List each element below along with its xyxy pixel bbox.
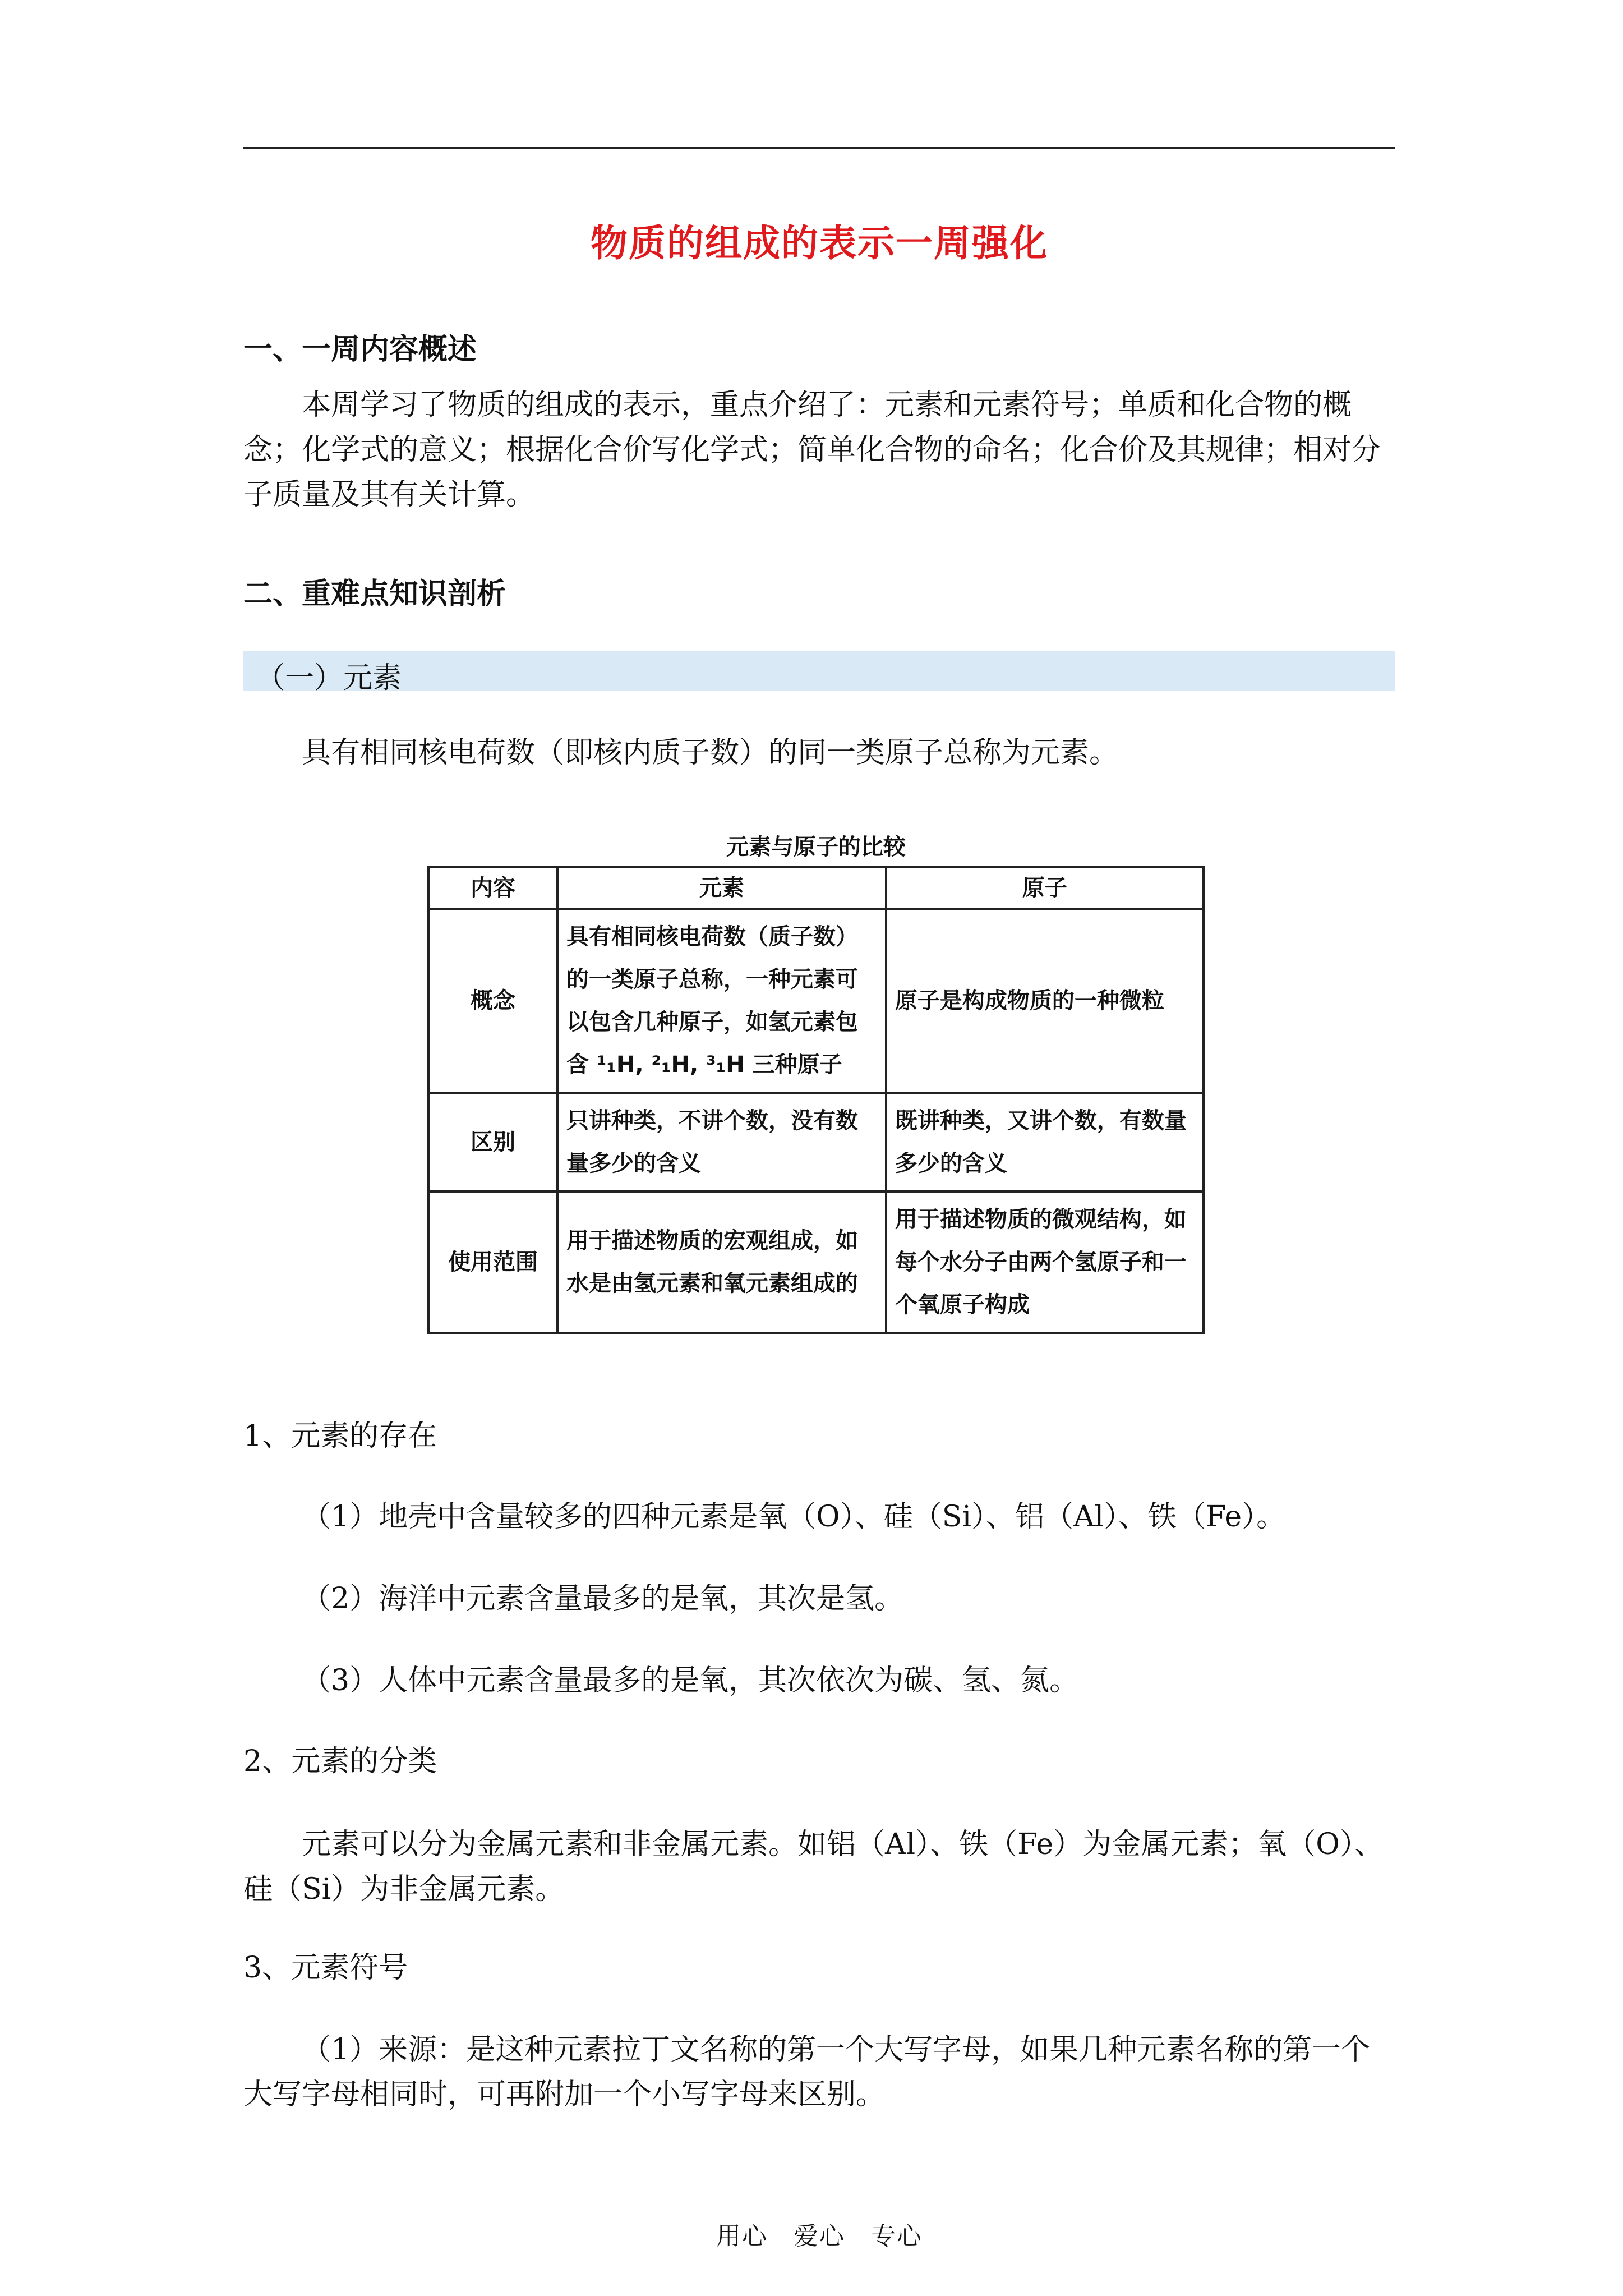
cell-atom: 原子是构成物质的一种微粒 [886, 909, 1204, 1093]
table-row [428, 909, 1204, 1093]
sub1-heading: 1、元素的存在 [243, 1419, 437, 1453]
header-cell-element: 元素 [557, 867, 886, 909]
cell-element: 用于描述物质的宏观组成，如水是由氢元素和氧元素组成的 [557, 1191, 886, 1333]
section1-body: 本周学习了物质的组成的表示，重点介绍了：元素和元素符号；单质和化合物的概念；化学式的意义；根据化合价写化学式；简单化合物的命名；化合价及其规律；相对分子质量及其有关计算。 [243, 388, 1381, 512]
row-label: 概念 [428, 909, 557, 1093]
row-label: 区别 [428, 1093, 557, 1191]
cell-element: 只讲种类，不讲个数，没有数量多少的含义 [557, 1093, 886, 1191]
sub2-body: 元素可以分为金属元素和非金属元素。如铝（Al）、铁（Fe）为金属元素；氧（O）、硅（Si）为非金属元素。 [243, 1828, 1384, 1906]
band-label: （一）元素 [256, 661, 402, 695]
subsection-band [243, 651, 1395, 695]
table-header-row [428, 867, 1204, 909]
table-caption: 元素与原子的比较 [726, 834, 906, 860]
sub1-item-3: （3）人体中元素含量最多的是氧，其次依次为碳、氢、氮。 [302, 1664, 1079, 1697]
sub3-heading: 3、元素符号 [243, 1951, 408, 1985]
section1-heading: 一、一周内容概述 [243, 332, 477, 366]
header-rule [243, 147, 1395, 149]
sub1-item-1: （1）地壳中含量较多的四种元素是氧（O）、硅（Si）、铝（Al）、铁（Fe）。 [302, 1500, 1286, 1534]
table-row [428, 1093, 1204, 1191]
header-cell-content: 内容 [428, 867, 557, 909]
sub3-item-1: （1）来源：是这种元素拉丁文名称的第一个大写字母，如果几种元素名称的第一个大写字母相同时，可再附加一个小写字母来区别。 [243, 2033, 1371, 2111]
page-footer: 用心 爱心 专心 [716, 2222, 923, 2251]
section2-heading: 二、重难点知识剖析 [243, 577, 506, 611]
table-row [428, 1191, 1204, 1333]
cell-atom: 既讲种类，又讲个数，有数量多少的含义 [886, 1093, 1204, 1191]
row-label: 使用范围 [428, 1191, 557, 1333]
cell-element: 具有相同核电荷数（质子数）的一类原子总称，一种元素可以包含几种原子，如氢元素包含 ¹₁H, ²₁H, ³₁H 三种原子 [557, 909, 886, 1093]
cell-atom: 用于描述物质的微观结构，如每个水分子由两个氢原子和一个氧原子构成 [886, 1191, 1204, 1333]
comparison-table [427, 866, 1205, 1334]
element-definition: 具有相同核电荷数（即核内质子数）的同一类原子总称为元素。 [302, 736, 1119, 770]
sub2-heading: 2、元素的分类 [243, 1745, 437, 1778]
header-cell-atom: 原子 [886, 867, 1204, 909]
sub1-item-2: （2）海洋中元素含量最多的是氧，其次是氢。 [302, 1582, 904, 1616]
page-title: 物质的组成的表示一周强化 [591, 221, 1048, 265]
